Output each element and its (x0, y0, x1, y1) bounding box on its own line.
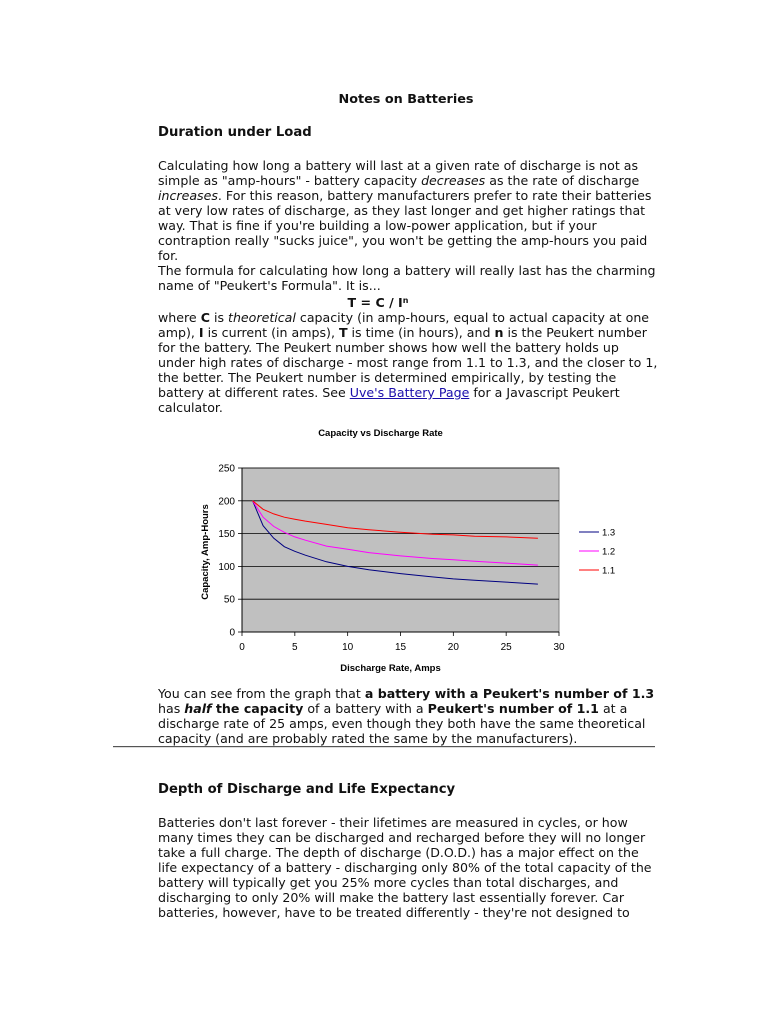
horizontal-divider (113, 746, 655, 748)
chart-title: Capacity vs Discharge Rate (318, 428, 443, 439)
emphasis-increases: increases (158, 188, 218, 203)
emphasis-decreases: decreases (421, 173, 486, 188)
bold-n: n (494, 325, 504, 340)
chart-svg (190, 418, 640, 680)
y-tick-label: 250 (218, 463, 235, 475)
paragraph-depth-of-discharge: Batteries don't last forever - their lifetimes are measured in cycles, or how many times they can be discharged and recharged before they will no longer take a full charge. The depth of discharge (D.O.D.) has a major effect on the life expectancy of a battery - discharging only 80% of the total capacity of the battery will typically get you 25% more cycles than total discharges, and discharging to only 20% will make the battery last essentially forever. Car batteries, however, have to be treated differently - they're not designed to (158, 815, 652, 920)
x-tick-label: 15 (394, 642, 407, 653)
plot-area (242, 468, 559, 632)
text-run: Calculating how long a battery will last at a given rate of discharge is not as simple as "amp-hours" - battery capacity (158, 158, 639, 188)
paragraph-graph-explanation (158, 686, 658, 746)
text-run: of a battery with a (303, 701, 428, 716)
y-tick-label: 0 (229, 627, 235, 639)
formula-exponent: n (402, 296, 409, 305)
uves-battery-page-link[interactable]: Uve's Battery Page (349, 385, 470, 400)
x-tick-label: 0 (239, 642, 245, 653)
formula-base: T = C / I (347, 295, 403, 310)
text-run: at a discharge rate of 25 amps, even though they both have the same theoretical capacity (and are probably rated the same by the manufacturers). (158, 701, 646, 746)
x-tick-label: 25 (500, 642, 512, 653)
text-run: You can see from the graph that (158, 686, 365, 701)
bold-the-capacity: the capacity (211, 701, 304, 716)
y-axis-label: Capacity, Amp-Hours (200, 504, 211, 600)
section-heading-depth-of-discharge: Depth of Discharge and Life Expectancy (158, 782, 456, 797)
text-run: as the rate of discharge (485, 173, 640, 188)
bold-i: I (198, 325, 204, 340)
capacity-chart (190, 418, 640, 680)
legend-label-1-3: 1.3 (602, 527, 616, 539)
legend-label-1-2: 1.2 (602, 546, 616, 558)
text-run: where (158, 310, 201, 325)
text-run: has (158, 701, 185, 716)
legend-label-1-1: 1.1 (602, 565, 616, 577)
page-title: Notes on Batteries (338, 92, 474, 107)
x-tick-label: 10 (342, 642, 354, 653)
text-run: is (209, 310, 229, 325)
bold-t: T (338, 325, 348, 340)
x-tick-label: 5 (292, 642, 298, 653)
y-tick-label: 100 (218, 561, 235, 573)
x-tick-label: 30 (553, 642, 565, 653)
text-run: capacity (in amp-hours, equal to actual capacity at one amp), (158, 310, 650, 340)
text-run: is current (in amps), (203, 325, 339, 340)
peukert-formula (158, 293, 658, 310)
y-tick-label: 50 (223, 594, 235, 606)
y-tick-label: 200 (218, 496, 235, 508)
bold-peukert-13: a battery with a Peukert's number of 1.3 (364, 686, 655, 701)
text-run: for a Javascript Peukert calculator. (158, 385, 620, 415)
text-run: is the Peukert number for the battery. The Peukert number shows how well the battery holds up under high rates of discharge - most range from 1.1 to 1.3, and the closer to 1, the better. The Peukert number is determined empirically, by testing the battery at different rates. See (158, 325, 658, 400)
bold-peukert-11: Peukert's number of 1.1 (427, 701, 599, 716)
section-heading-duration: Duration under Load (158, 125, 312, 140)
paragraph-intro (158, 158, 658, 415)
y-tick-label: 150 (218, 529, 235, 541)
bold-italic-half: half (184, 701, 212, 716)
bold-c: C (200, 310, 210, 325)
text-run: is time (in hours), and (347, 325, 495, 340)
x-tick-label: 20 (447, 642, 459, 653)
text-run: . For this reason, battery manufacturers prefer to rate their batteries at very low rates of discharge, as they last longer and get higher ratings that way. That is fine if you're building a low-power application, but if your contraption really "sucks juice", you won't be getting the amp-hours you paid for. (158, 188, 652, 263)
x-axis-label: Discharge Rate, Amps (340, 663, 441, 674)
paragraph-formula-intro: The formula for calculating how long a battery will really last has the charming name of "Peukert's Formula". It is... (158, 263, 656, 293)
emphasis-theoretical: theoretical (228, 310, 296, 325)
